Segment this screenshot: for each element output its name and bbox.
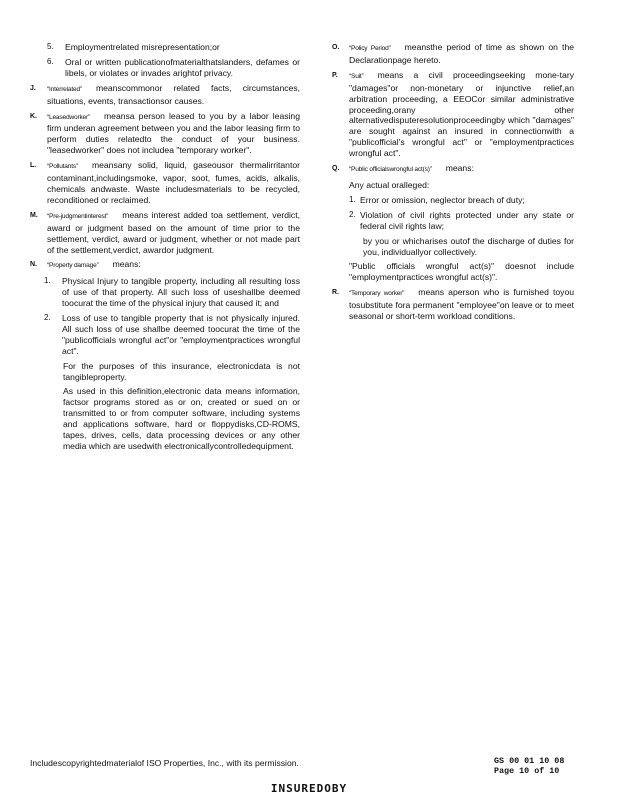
definition-letter: L. [30, 162, 37, 170]
definition-letter: M. [30, 211, 38, 219]
paragraph: "Public officials wrongful act(s)" doesnot include "employmentpractices wrongful act(s)". [349, 261, 574, 283]
definition-text: meansa person leased to you by a labor leasing firm underan agreement between you and the labor leasing firm to perform duties relatedto the conduct of your business. "leasedworker" does not includea "temporary worker". [47, 110, 300, 156]
document-stamp: INSUREDOBY [270, 782, 348, 795]
paragraph: As used in this definition,electronic data means information, factsor programs stored as or on, created or sued on or transmitted to or from computer software, including systems and applications software, hard or floppydisks,CD-ROMS, tapes, drives, cells, data processing devices or any other media which are usedwith electronicallycontrolledequipment. [63, 386, 300, 451]
item-number: 2. [44, 313, 51, 323]
definition-m [30, 210, 300, 256]
list-item [47, 57, 300, 79]
definition-letter: R. [332, 289, 339, 297]
definition-letter: Q. [332, 165, 340, 173]
definition-text: means: [445, 163, 474, 174]
item-number: 6. [47, 56, 54, 66]
definition-text: means a civil proceedingseeking mone-tary "damages"or non-monetary or injunctive relief,an arbitration proceeding, a EEOCor similar administrative proceeding,orany other alternativedisputeresolutionproceedingby which "damages" are sought against an insured in connectionwith a "publicofficial's wrongful act" or "employmentpractices wrongful act". [349, 69, 574, 159]
definition-text: means: [112, 259, 141, 270]
item-text: Physical Injury to tangible property, including all resulting loss of use of that property. All such loss of useshallbe deemed toocurat the time of the physical injury that caused it; and [62, 276, 300, 309]
definition-term: “Pollutants” [47, 163, 78, 171]
list-item [349, 195, 574, 206]
definition-term: “Pre-judgmentinterest” [47, 212, 109, 220]
definition-term: “Policy Period” [349, 45, 391, 52]
list-item [44, 276, 300, 309]
item-text: Loss of use to tangible property that is not physically injured. All such loss of use shallbe deemed toocurat the time of the "publicofficials wrongful act"or "employmentpractices wrongful act". [62, 313, 300, 356]
definition-term: “Leasedworker” [47, 113, 91, 121]
definition-term: “Property damage” [47, 262, 99, 270]
definition-term: “Interrelated” [47, 85, 82, 93]
item-number: 1. [349, 194, 356, 204]
definition-letter: P. [332, 71, 338, 79]
definition-text: means interest added toa settlement, verdict, award or judgment based on the amount of time prior to the settlement, verdict, award or judgment, whether or not made part of the settlement,verdict, awardor judgment. [47, 209, 300, 255]
definition-letter: J. [30, 84, 36, 92]
definition-term: “Public officialswrongful act(s)” [349, 166, 432, 174]
form-info [494, 756, 564, 776]
definition-term: “Temporary worker” [349, 290, 405, 298]
definition-text: meanscommonor related facts, circumstances, situations, events, transactionsor causes. [47, 82, 300, 106]
page-number: Page 10 of 10 [494, 766, 560, 776]
copyright-notice: Includescopyrightedmaterialof ISO Properties, Inc., with its permission. [30, 758, 299, 768]
item-text: Violation of civil rights protected under any state or federal civil rights law; [360, 209, 574, 231]
definition-letter: O. [332, 44, 340, 51]
definition-letter: K. [30, 112, 37, 120]
list-item [47, 42, 300, 53]
definition-q [332, 163, 574, 176]
definition-letter: N. [30, 261, 37, 269]
definition-o [332, 42, 574, 66]
paragraph: by you or whicharises outof the discharge of duties for you, individuallyor collectively. [363, 235, 574, 257]
list-item [349, 210, 574, 232]
item-number: 5. [47, 42, 54, 51]
item-number: 1. [44, 276, 51, 286]
paragraph: Any actual oralleged: [349, 179, 430, 190]
definition-text: means aperson who is furnished toyou tosubstitute fora permanent "employee"on leave or to meet seasonal or short-term workload conditions. [349, 287, 574, 322]
definition-term: “Suit” [349, 72, 364, 80]
left-column [30, 42, 300, 456]
definition-text: meansany solid, liquid, gaseousor thermalirritantor contaminant,includingsmoke, vapor, soot, fumes, acids, alkalis, chemicals andwaste. Waste includesmaterials to be recycled, reconditioned or reclaimed. [47, 160, 300, 205]
item-number: 2. [349, 209, 356, 219]
right-column [332, 42, 574, 326]
item-text: Employmentrelated misrepresentation;or [65, 42, 220, 52]
definition-k [30, 111, 300, 157]
form-number: GS 00 01 10 08 [494, 756, 565, 766]
list-item [44, 313, 300, 357]
definition-j [30, 83, 300, 107]
definition-n [30, 259, 300, 272]
definition-p [332, 70, 574, 159]
item-text: Error or omission, neglector breach of duty; [360, 194, 525, 205]
definition-r [332, 287, 574, 322]
definition-l [30, 160, 300, 206]
paragraph: For the purposes of this insurance, electronicdata is not tangibleproperty. [63, 360, 300, 382]
item-text: Oral or written publicationofmaterialthatslanders, defames or libels, or violates or invades arightof privacy. [65, 56, 300, 78]
definition-text: meansthe period of time as shown on the Declarationpage hereto. [349, 42, 575, 65]
